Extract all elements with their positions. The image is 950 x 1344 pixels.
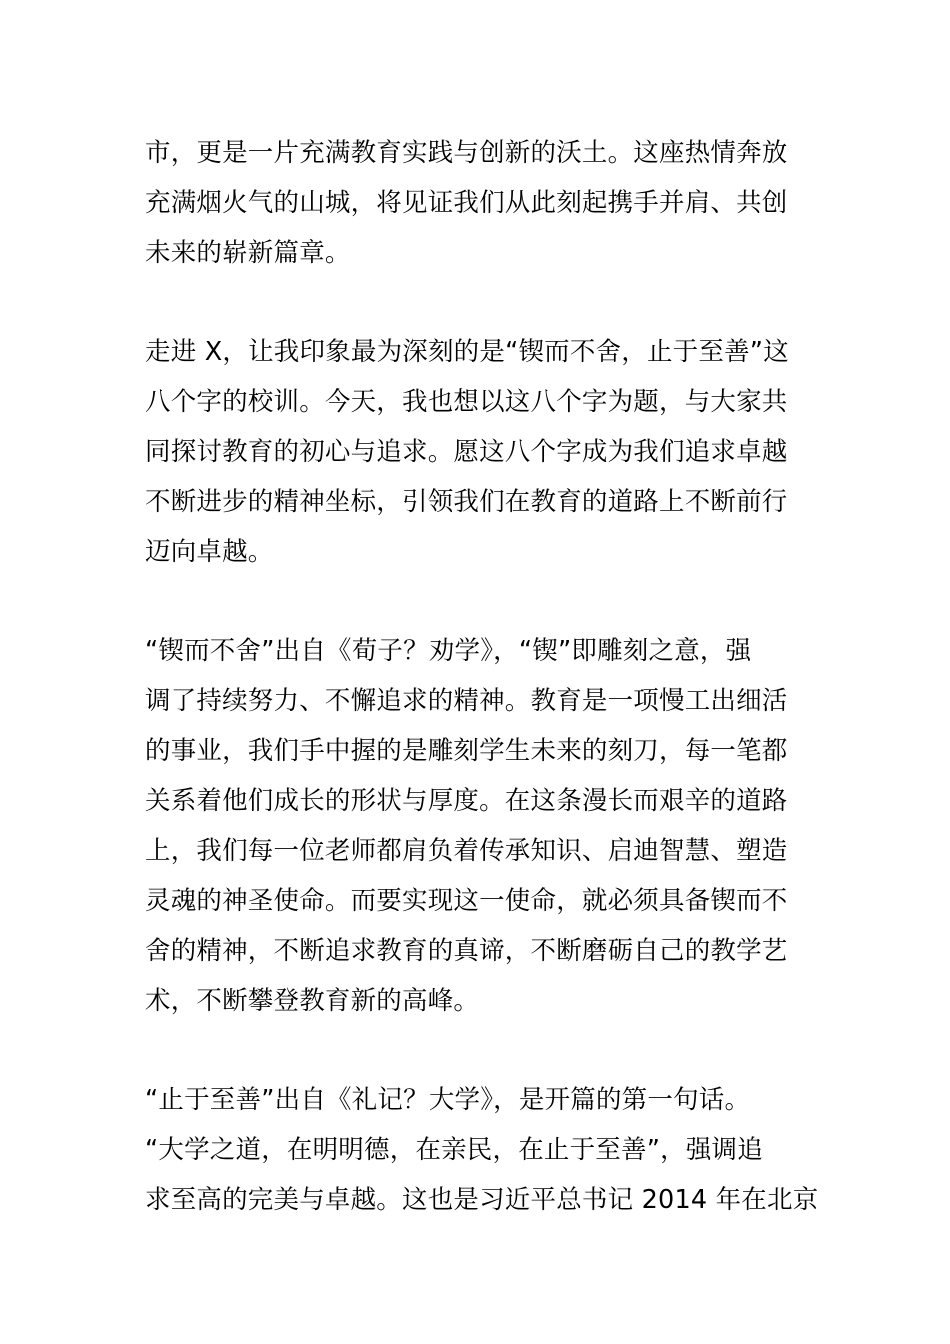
text-line: 充满烟火气的山城，将见证我们从此刻起携手并肩、共创 bbox=[145, 188, 788, 218]
text-line: 走进 X，让我印象最为深刻的是“锲而不舍，止于至善”这 bbox=[145, 337, 789, 367]
text-line: 同探讨教育的初心与追求。愿这八个字成为我们追求卓越 bbox=[145, 437, 788, 467]
text-line: 灵魂的神圣使命。而要实现这一使命，就必须具备锲而不 bbox=[145, 886, 788, 916]
text-line: “止于至善”出自《礼记？大学》，是开篇的第一句话。 bbox=[145, 1085, 751, 1115]
document-body bbox=[145, 128, 819, 1225]
text-line: 不断进步的精神坐标，引领我们在教育的道路上不断前行 bbox=[145, 487, 788, 517]
text-line: “锲而不舍”出自《荀子？劝学》，“锲”即雕刻之意，强 bbox=[145, 636, 752, 666]
paragraph-2 bbox=[145, 327, 810, 577]
text-line: 术，不断攀登教育新的高峰。 bbox=[145, 986, 480, 1016]
text-line: 调了持续努力、不懈追求的精神。教育是一项慢工出细活 bbox=[145, 686, 788, 716]
text-line: 市，更是一片充满教育实践与创新的沃土。这座热情奔放 bbox=[145, 138, 788, 168]
text-line: 关系着他们成长的形状与厚度。在这条漫长而艰辛的道路 bbox=[145, 786, 788, 816]
text-line: 未来的崭新篇章。 bbox=[145, 238, 351, 268]
paragraph-3 bbox=[145, 626, 810, 1026]
paragraph-4 bbox=[145, 1075, 819, 1225]
text-line: 舍的精神，不断追求教育的真谛，不断磨砺自己的教学艺 bbox=[145, 936, 788, 966]
paragraph-1 bbox=[145, 128, 810, 278]
text-line: 上，我们每一位老师都肩负着传承知识、启迪智慧、塑造 bbox=[145, 836, 788, 866]
text-line: 迈向卓越。 bbox=[145, 537, 274, 567]
text-line: 的事业，我们手中握的是雕刻学生未来的刻刀，每一笔都 bbox=[145, 736, 788, 766]
text-line: 八个字的校训。今天，我也想以这八个字为题，与大家共 bbox=[145, 387, 788, 417]
text-line: 求至高的完美与卓越。这也是习近平总书记 2014 年在北京 bbox=[145, 1185, 819, 1215]
text-line: “大学之道，在明明德，在亲民，在止于至善”，强调追 bbox=[145, 1135, 763, 1165]
